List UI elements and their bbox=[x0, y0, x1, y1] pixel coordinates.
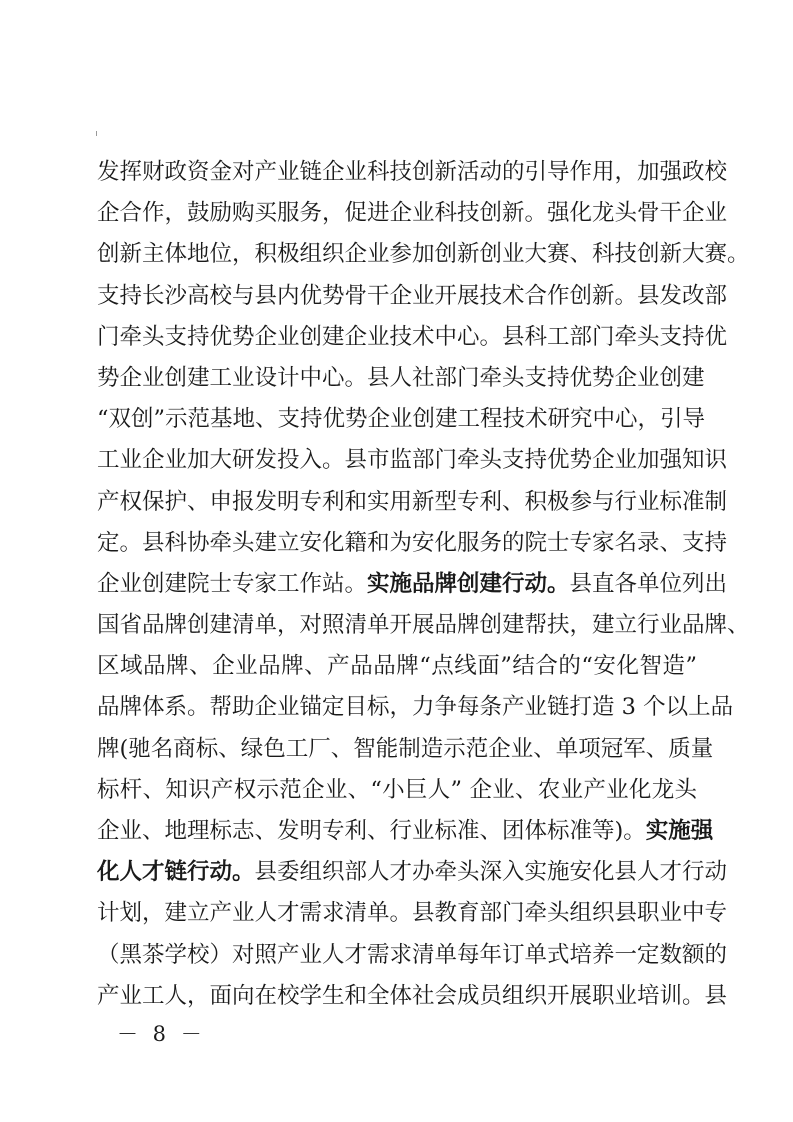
text-line bbox=[97, 440, 728, 481]
body-text-segment: （黑茶学校）对照产业人才需求清单每年订单式培养一定数额的 bbox=[97, 941, 728, 968]
text-line bbox=[97, 193, 728, 234]
body-text-segment: 发挥财政资金对产业链企业科技创新活动的引导作用，加强政校 bbox=[97, 159, 728, 185]
text-line bbox=[97, 811, 714, 852]
text-line bbox=[97, 605, 750, 646]
body-text-segment: 企业创建院士专家工作站。 bbox=[97, 570, 368, 597]
text-line bbox=[97, 935, 728, 976]
body-text-segment: 门牵头支持优势企业创建企业技术中心。县科工部门牵头支持优 bbox=[97, 323, 728, 350]
bold-heading-text: 实施品牌创建行动。 bbox=[367, 570, 570, 597]
body-text bbox=[97, 152, 750, 1017]
body-text-segment: 区域品牌、企业品牌、产品品牌“点线面”结合的“安化智造” bbox=[97, 653, 697, 680]
body-text-segment: 企合作，鼓励购买服务，促进企业科技创新。强化龙头骨干企业 bbox=[97, 200, 728, 227]
text-line bbox=[97, 523, 728, 564]
text-line bbox=[97, 358, 705, 399]
body-text-segment: 牌(驰名商标、绿色工厂、智能制造示范企业、单项冠军、质量 bbox=[97, 735, 714, 762]
body-text-segment: 创新主体地位，积极组织企业参加创新创业大赛、科技创新大赛。 bbox=[97, 241, 750, 268]
body-text-segment: “双创”示范基地、支持优势企业创建工程技术研究中心，引导 bbox=[97, 406, 706, 433]
text-line bbox=[97, 852, 728, 893]
body-text-segment: 产业工人，面向在校学生和全体社会成员组织开展职业培训。县 bbox=[97, 982, 728, 1009]
body-text-segment: 势企业创建工业设计中心。县人社部门牵头支持优势企业创建 bbox=[97, 364, 705, 391]
text-line bbox=[97, 276, 728, 317]
body-text-segment: 支持长沙高校与县内优势骨干企业开展技术合作创新。县发改部 bbox=[97, 282, 728, 309]
text-line bbox=[97, 399, 706, 440]
body-text-segment: 国省品牌创建清单，对照清单开展品牌创建帮扶，建立行业品牌、 bbox=[97, 612, 750, 639]
body-text-segment: 县直各单位列出 bbox=[569, 570, 728, 597]
bold-heading-text: 化人才链行动。 bbox=[97, 859, 255, 886]
text-line bbox=[97, 770, 697, 811]
text-line bbox=[97, 646, 697, 687]
body-text-segment: 定。县科协牵头建立安化籍和为安化服务的院士专家名录、支持 bbox=[97, 529, 728, 556]
text-line bbox=[97, 152, 728, 193]
body-text-segment: 企业、地理标志、发明专利、行业标准、团体标准等)。 bbox=[97, 818, 646, 844]
body-text-segment: 标杆、知识产权示范企业、“小巨人” 企业、农业产业化龙头 bbox=[97, 776, 697, 803]
text-line bbox=[97, 234, 750, 275]
body-text-segment: 品牌体系。帮助企业锚定目标，力争每条产业链打造 3 个以上品 bbox=[97, 694, 734, 721]
body-text-segment: 工业企业加大研发投入。县市监部门牵头支持优势企业加强知识 bbox=[97, 447, 728, 474]
scan-speck bbox=[96, 131, 97, 136]
text-line bbox=[97, 976, 728, 1017]
text-line bbox=[97, 317, 728, 358]
body-text-segment: 产权保护、申报发明专利和实用新型专利、积极参与行业标准制 bbox=[97, 488, 728, 515]
body-text-segment: 计划，建立产业人才需求清单。县教育部门牵头组织县职业中专 bbox=[97, 900, 728, 927]
bold-heading-text: 实施强 bbox=[645, 818, 714, 844]
body-text-segment: 县委组织部人才办牵头深入实施安化县人才行动 bbox=[254, 859, 728, 886]
text-line bbox=[97, 687, 734, 728]
text-line bbox=[97, 893, 728, 934]
text-line bbox=[97, 482, 728, 523]
text-line bbox=[97, 729, 714, 770]
page-number: － 8 － bbox=[117, 1022, 206, 1046]
text-line bbox=[97, 564, 728, 605]
